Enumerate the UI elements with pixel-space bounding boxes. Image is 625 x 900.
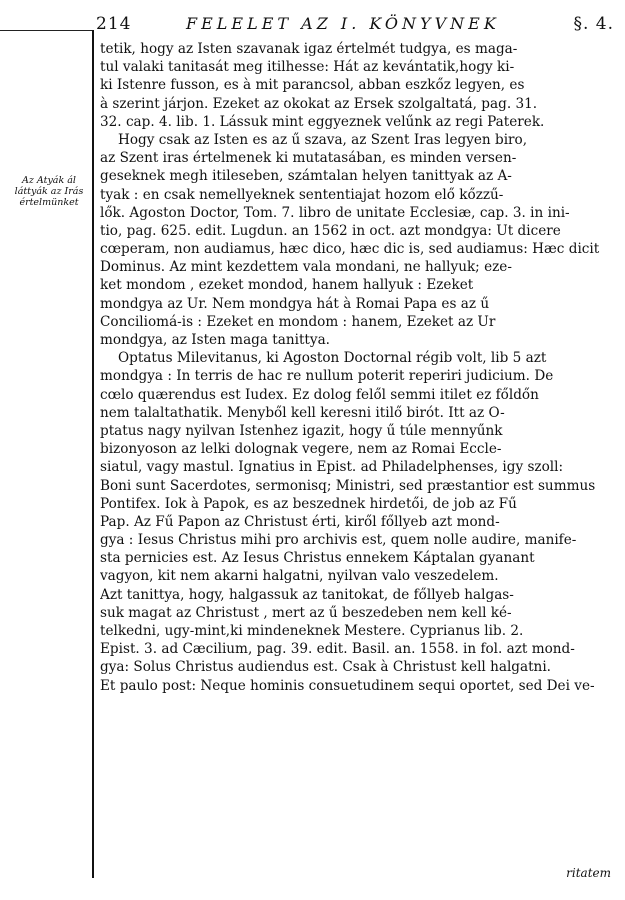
text-line: cœlo quærendus est Iudex. Ez dolog felől semmi itilet ez főldőn bbox=[100, 386, 539, 403]
body-text bbox=[100, 40, 612, 695]
text-line: gya: Solus Christus audiendus est. Csak à Christust kell halgatni. bbox=[100, 659, 551, 676]
text-line: Dominus. Az mint kezdettem vala mondani, ne hallyuk; eze- bbox=[100, 259, 512, 276]
text-line: sta pernicies est. Az Iesus Christus ennekem Káptalan gyanant bbox=[100, 550, 535, 567]
text-line: Et paulo post: Neque hominis consuetudinem sequi oportet, sed Dei ve- bbox=[100, 677, 595, 694]
text-line: geseknek megh itileseben, számtalan helyen tanittyak az A- bbox=[100, 168, 512, 185]
text-line: mondgya az Ur. Nem mondgya hát à Romai Papa es az ű bbox=[100, 295, 490, 312]
running-title: FELELET AZ I. KÖNYVNEK bbox=[186, 14, 500, 33]
text-line: mondgya, az Isten maga tanittya. bbox=[100, 332, 330, 348]
text-line: Optatus Milevitanus, ki Agoston Doctornal régib volt, lib 5 azt bbox=[118, 350, 547, 367]
text-line: suk magat az Christust , mert az ű beszedeben nem kell ké- bbox=[100, 604, 512, 621]
text-line: telkedni, ugy-mint,ki mindeneknek Mestere. Cyprianus lib. 2. bbox=[100, 623, 524, 639]
text-line: ptatus nagy nyilvan Istenhez igazit, hogy ű túle mennyűnk bbox=[100, 422, 503, 439]
text-line: Hogy csak az Isten es az ű szava, az Szent Iras legyen biro, bbox=[118, 131, 528, 148]
text-line: siatul, vagy mastul. Ignatius in Epist. ad Philadelphenses, igy szoll: bbox=[100, 459, 564, 476]
text-line: tyak : en csak nemellyeknek sententiajat hozom elő kőzzű- bbox=[100, 186, 504, 203]
text-line: Pontifex. Iok à Papok, es az beszednek hirdetői, de job az Fű bbox=[100, 495, 517, 512]
text-line: tul valaki tanitasát meg itilhesse: Hát az kevántatik,hogy ki- bbox=[100, 59, 515, 76]
text-line: az Szent iras értelmenek ki mutatasában, es minden versen- bbox=[100, 150, 517, 167]
text-line: Azt tanittya, hogy, halgassuk az tanitokat, de főllyeb halgas- bbox=[100, 586, 514, 603]
text-line: mondgya : In terris de hac re nullum poterit reperiri judicium. De bbox=[100, 368, 554, 385]
text-line: ket mondom , ezeket mondod, hanem hallyuk : Ezeket bbox=[100, 277, 474, 294]
margin-rule bbox=[92, 30, 94, 878]
page-header bbox=[96, 6, 616, 36]
margin-note: Az Atyák ál láttyák az Irás értelmünket bbox=[14, 175, 84, 208]
text-line: bizonyoson az lelki dolognak vegere, nem az Romai Eccle- bbox=[100, 441, 502, 458]
catchword: ritatem bbox=[566, 866, 611, 880]
text-line: 32. cap. 4. lib. 1. Lássuk mint eggyeznek velűnk az regi Paterek. bbox=[100, 113, 545, 130]
text-line: Conciliomá-is : Ezeket en mondom : hanem, Ezeket az Ur bbox=[100, 313, 496, 330]
text-line: Epist. 3. ad Cæcilium, pag. 39. edit. Basil. an. 1558. in fol. azt mond- bbox=[100, 641, 575, 658]
text-line: lők. Agoston Doctor, Tom. 7. libro de unitate Ecclesiæ, cap. 3. in ini- bbox=[100, 204, 570, 221]
page-number: 214 bbox=[96, 14, 132, 34]
header-rule bbox=[0, 30, 94, 31]
text-line: cœperam, non audiamus, hæc dico, hæc dic is, sed audiamus: Hæc dicit bbox=[100, 241, 600, 258]
text-line: tio, pag. 625. edit. Lugdun. an 1562 in oct. azt mondgya: Ut dicere bbox=[100, 222, 561, 239]
text-line: nem talaltathatik. Menyből kell keresni itilő birót. Itt az O- bbox=[100, 404, 505, 421]
text-line: tetik, hogy az Isten szavanak igaz értelmét tudgya, es maga- bbox=[100, 41, 518, 57]
text-line: Pap. Az Fű Papon az Christust érti, kiről főllyeb azt mond- bbox=[100, 513, 500, 530]
text-line: à szerint járjon. Ezeket az okokat az Ersek szolgaltatá, pag. 31. bbox=[100, 95, 538, 112]
text-line: vagyon, kit nem akarni halgatni, nyilvan valo veszedelem. bbox=[100, 568, 499, 585]
text-line: gya : Iesus Christus mihi pro archivis est, quem nolle audire, manife- bbox=[100, 532, 577, 549]
text-line: ki Istenre fusson, es à mit parancsol, abban eszkőz legyen, es bbox=[100, 77, 525, 94]
text-line: Boni sunt Sacerdotes, sermonisq; Ministri, sed præstantior est summus bbox=[100, 477, 596, 494]
section-mark: §. 4. bbox=[573, 14, 614, 34]
